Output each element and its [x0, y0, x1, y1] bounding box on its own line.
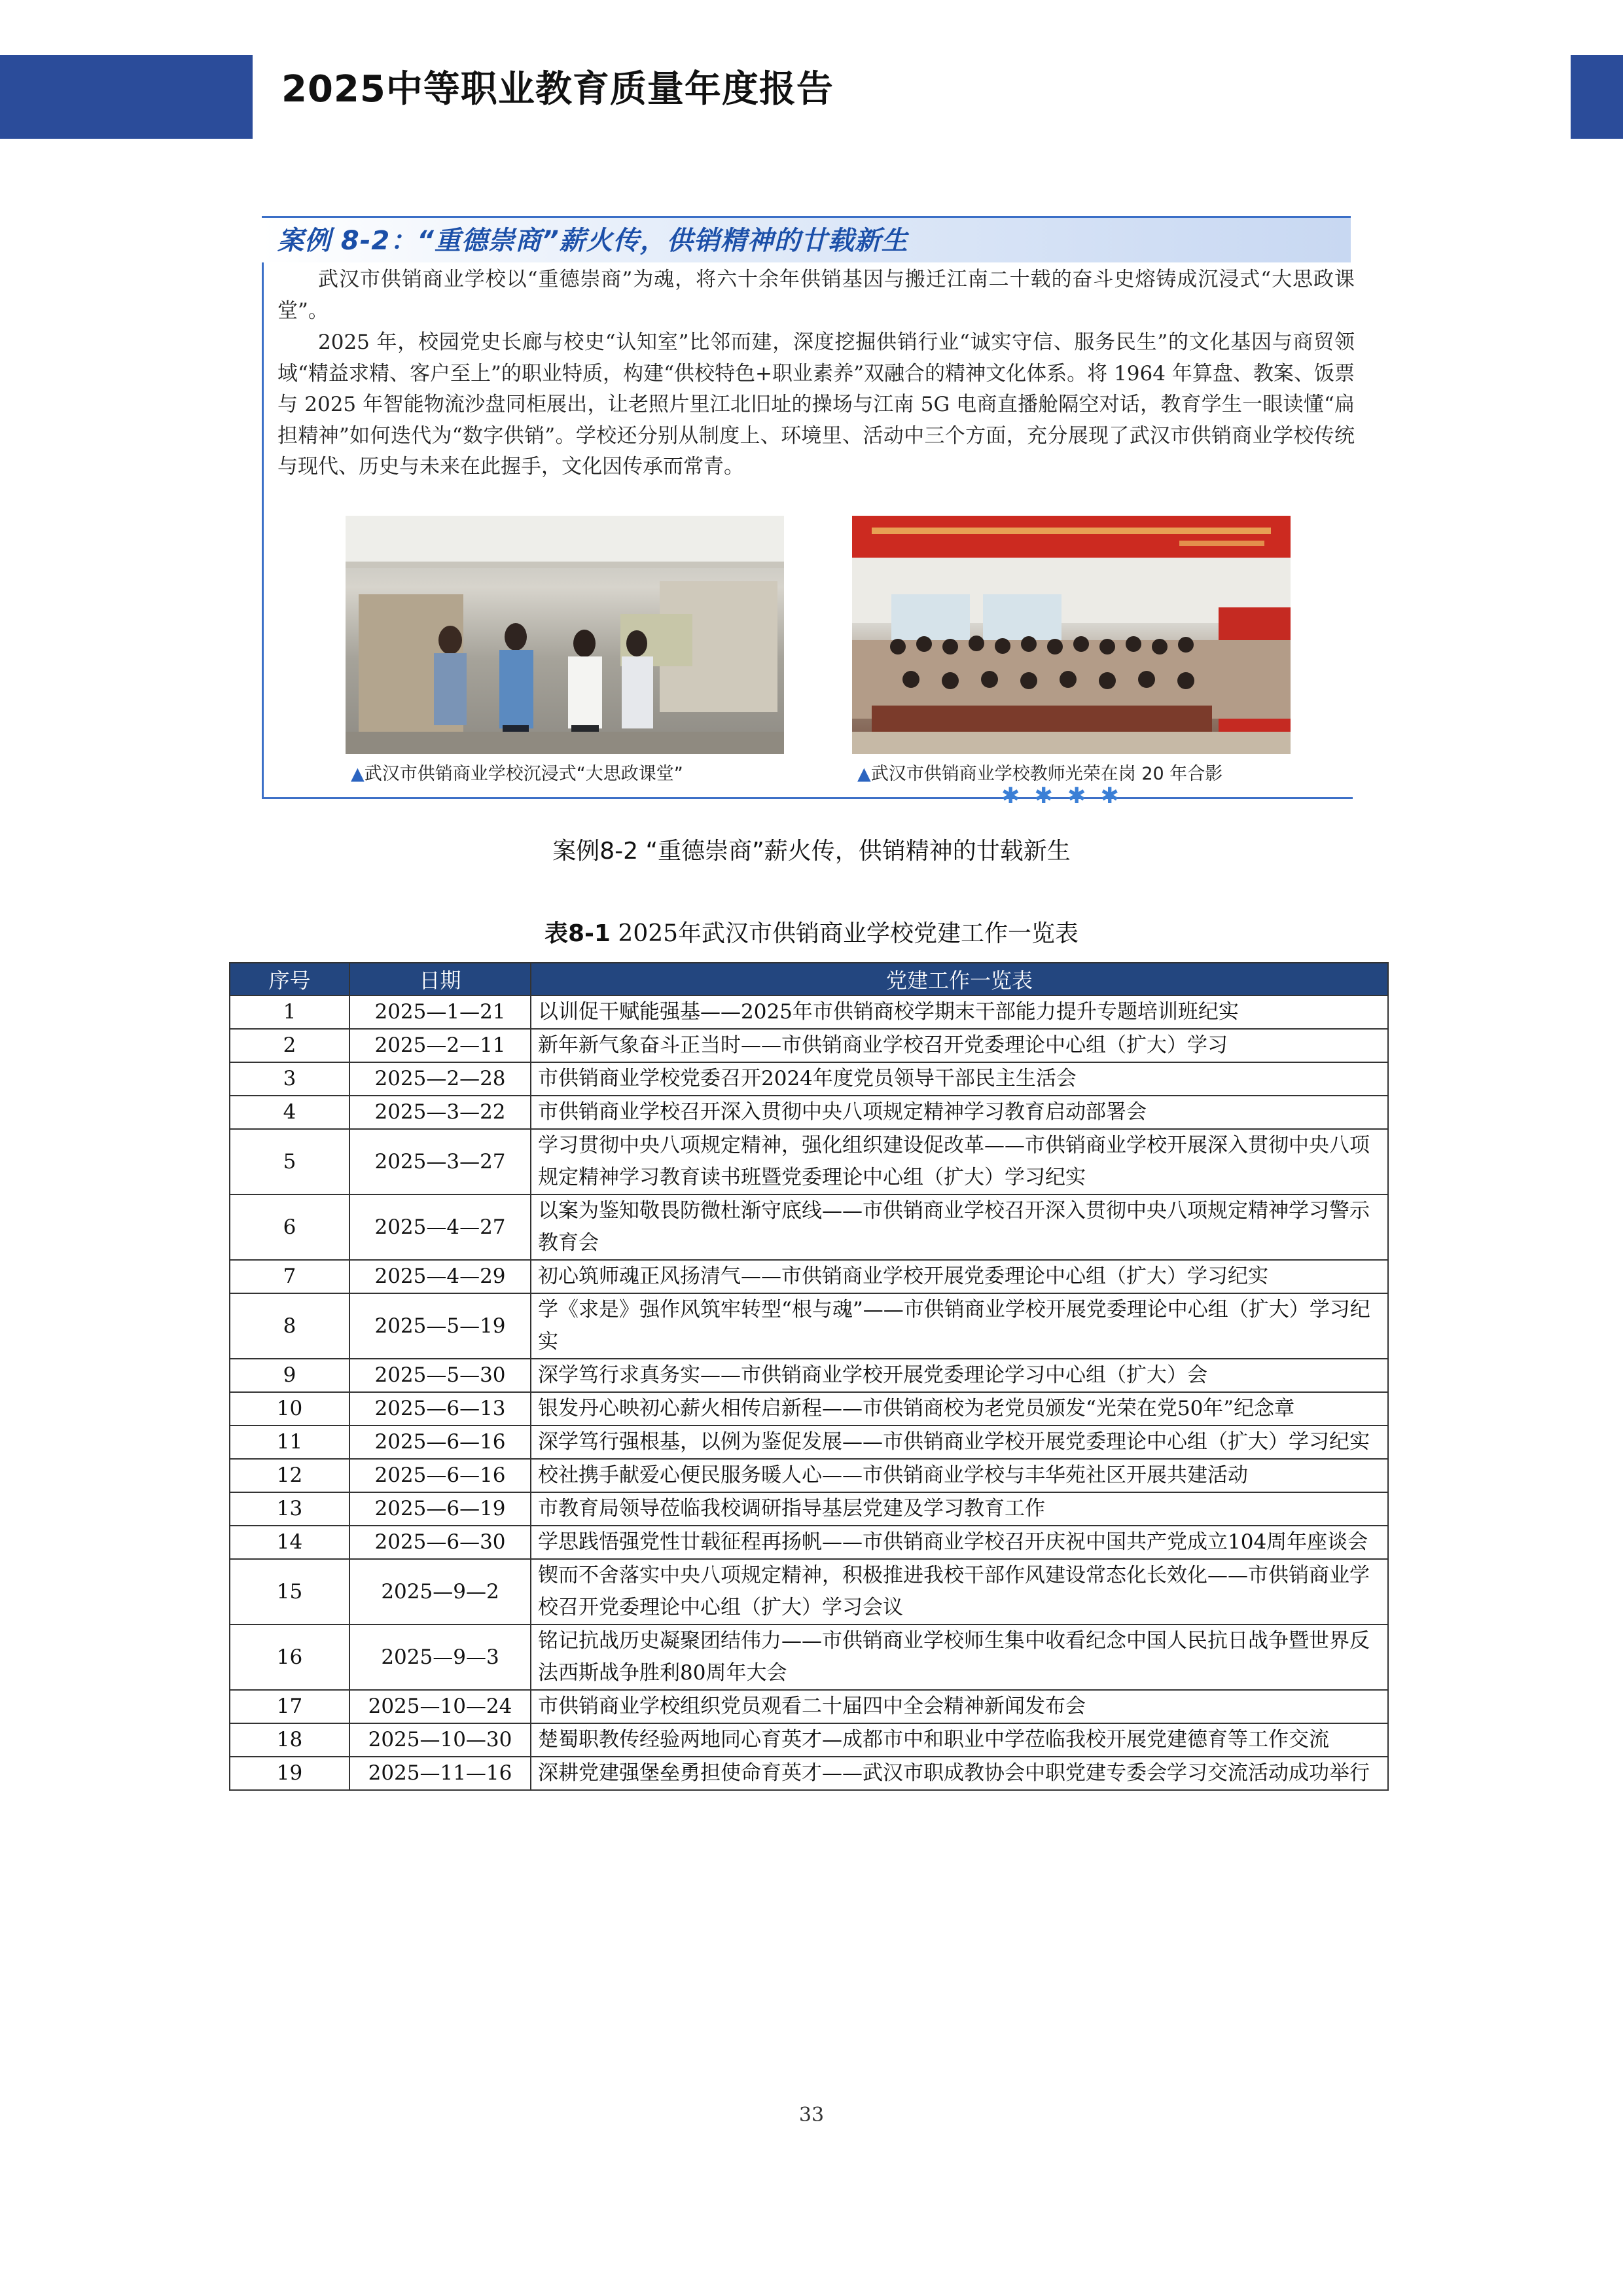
- row-item: 楚蜀职教传经验两地同心育英才—成都市中和职业中学莅临我校开展党建德育等工作交流: [531, 1723, 1388, 1757]
- row-number: 12: [230, 1459, 349, 1492]
- row-item: 学习贯彻中央八项规定精神，强化组织建设促改革——市供销商业学校开展深入贯彻中央八项规定精神学习教育读书班暨党委理论中心组（扩大）学习纪实: [531, 1129, 1388, 1194]
- row-number: 5: [230, 1129, 349, 1194]
- case-title: 案例 8-2：“重德崇商”薪火传，供销精神的廿载新生: [277, 226, 908, 256]
- table-row: [230, 1526, 1388, 1559]
- header-no: 序号: [230, 963, 349, 996]
- row-number: 3: [230, 1062, 349, 1096]
- row-number: 19: [230, 1757, 349, 1790]
- row-date: 2025—10—30: [349, 1723, 531, 1757]
- row-item: 以案为鉴知敬畏防微杜渐守底线——市供销商业学校召开深入贯彻中央八项规定精神学习警示教育会: [531, 1194, 1388, 1260]
- header-date: 日期: [349, 963, 531, 996]
- row-item: 市供销商业学校党委召开2024年度党员领导干部民主生活会: [531, 1062, 1388, 1096]
- row-date: 2025—3—22: [349, 1096, 531, 1129]
- photo-classroom: [346, 516, 784, 754]
- row-number: 11: [230, 1426, 349, 1459]
- row-number: 17: [230, 1690, 349, 1723]
- row-date: 2025—11—16: [349, 1757, 531, 1790]
- photo-caption-1-text: 武汉市供销商业学校沉浸式“大思政课堂”: [364, 764, 683, 784]
- row-item: 学思践悟强党性廿载征程再扬帆——市供销商业学校召开庆祝中国共产党成立104周年座谈会: [531, 1526, 1388, 1559]
- snowflake-decoration: ✱✱✱✱: [1001, 783, 1133, 809]
- figure-caption: 案例8-2 “重德崇商”薪火传，供销精神的廿载新生: [552, 838, 1071, 865]
- row-number: 9: [230, 1359, 349, 1392]
- row-date: 2025—6—19: [349, 1492, 531, 1526]
- table-row: [230, 1392, 1388, 1426]
- table-row: [230, 1293, 1388, 1359]
- table-row: [230, 1723, 1388, 1757]
- page-header-title: 2025中等职业教育质量年度报告: [281, 68, 834, 111]
- row-item: 锲而不舍落实中央八项规定精神，积极推进我校干部作风建设常态化长效化——市供销商业学校召开党委理论中心组（扩大）学习会议: [531, 1559, 1388, 1624]
- row-item: 深耕党建强堡垒勇担使命育英才——武汉市职成教协会中职党建专委会学习交流活动成功举行: [531, 1757, 1388, 1790]
- photo-group: [852, 516, 1291, 754]
- caption-marker: ▲: [857, 764, 871, 784]
- photo-caption-2: [857, 759, 1222, 785]
- case-paragraph-1: 武汉市供销商业学校以“重德崇商”为魂，将六十余年供销基因与搬迁江南二十载的奋斗史熔铸成沉浸式“大思政课堂”。: [277, 268, 1355, 323]
- table-row: [230, 1260, 1388, 1293]
- row-number: 8: [230, 1293, 349, 1359]
- table-header-row: [230, 963, 1388, 996]
- row-date: 2025—6—13: [349, 1392, 531, 1426]
- table-row: [230, 1129, 1388, 1194]
- row-date: 2025—5—19: [349, 1293, 531, 1359]
- table-row: [230, 1194, 1388, 1260]
- row-number: 18: [230, 1723, 349, 1757]
- table-row: [230, 1459, 1388, 1492]
- row-item: 以训促干赋能强基——2025年市供销商校学期末干部能力提升专题培训班纪实: [531, 996, 1388, 1029]
- row-date: 2025—10—24: [349, 1690, 531, 1723]
- row-item: 市教育局领导莅临我校调研指导基层党建及学习教育工作: [531, 1492, 1388, 1526]
- table-row: [230, 1757, 1388, 1790]
- row-date: 2025—6—16: [349, 1426, 531, 1459]
- row-date: 2025—1—21: [349, 996, 531, 1029]
- table-row: [230, 1559, 1388, 1624]
- row-date: 2025—2—28: [349, 1062, 531, 1096]
- row-item: 银发丹心映初心薪火相传启新程——市供销商校为老党员颁发“光荣在党50年”纪念章: [531, 1392, 1388, 1426]
- table-row: [230, 1690, 1388, 1723]
- row-item: 铭记抗战历史凝聚团结伟力——市供销商业学校师生集中收看纪念中国人民抗日战争暨世界反法西斯战争胜利80周年大会: [531, 1624, 1388, 1690]
- row-number: 16: [230, 1624, 349, 1690]
- row-number: 4: [230, 1096, 349, 1129]
- row-date: 2025—5—30: [349, 1359, 531, 1392]
- row-item: 学《求是》强作风筑牢转型“根与魂”——市供销商业学校开展党委理论中心组（扩大）学习纪实: [531, 1293, 1388, 1359]
- party-work-table: [229, 962, 1389, 1791]
- row-item: 初心筑师魂正风扬清气——市供销商业学校开展党委理论中心组（扩大）学习纪实: [531, 1260, 1388, 1293]
- row-number: 2: [230, 1029, 349, 1062]
- table-row: [230, 1062, 1388, 1096]
- table-row: [230, 1492, 1388, 1526]
- row-number: 7: [230, 1260, 349, 1293]
- row-date: 2025—6—30: [349, 1526, 531, 1559]
- header-accent-left: [0, 55, 253, 139]
- table-caption-label: 表8-1: [544, 920, 611, 947]
- case-paragraph-2: 2025 年，校园党史长廊与校史“认知室”比邻而建，深度挖掘供销行业“诚实守信、服务民生”的文化基因与商贸领域“精益求精、客户至上”的职业特质，构建“供校特色+职业素养”双融合的精神文化体系。将 1964 年算盘、教案、饭票与 2025 年智能物流沙盘同柜展出，让老照片里江北旧址的操场与江南 5G 电商直播舱隔空对话，教育学生一眼读懂“扁担精神”如何迭代为“数字供销”。学校还分别从制度上、环境里、活动中三个方面，充分展现了武汉市供销商业学校传统与现代、历史与未来在此握手，文化因传承而常青。: [277, 331, 1355, 478]
- row-item: 校社携手献爱心便民服务暖人心——市供销商业学校与丰华苑社区开展共建活动: [531, 1459, 1388, 1492]
- caption-marker: ▲: [351, 764, 365, 784]
- table-row: [230, 1029, 1388, 1062]
- row-date: 2025—3—27: [349, 1129, 531, 1194]
- table-row: [230, 1096, 1388, 1129]
- photo-caption-2-text: 武汉市供销商业学校教师光荣在岗 20 年合影: [870, 764, 1223, 784]
- header-item: 党建工作一览表: [531, 963, 1388, 996]
- row-number: 15: [230, 1559, 349, 1624]
- table-row: [230, 1359, 1388, 1392]
- row-item: 市供销商业学校召开深入贯彻中央八项规定精神学习教育启动部署会: [531, 1096, 1388, 1129]
- row-date: 2025—9—2: [349, 1559, 531, 1624]
- page-number: 33: [798, 2104, 825, 2126]
- row-number: 6: [230, 1194, 349, 1260]
- row-item: 市供销商业学校组织党员观看二十届四中全会精神新闻发布会: [531, 1690, 1388, 1723]
- table-row: [230, 1426, 1388, 1459]
- table-row: [230, 996, 1388, 1029]
- row-date: 2025—6—16: [349, 1459, 531, 1492]
- row-item: 深学笃行求真务实——市供销商业学校开展党委理论学习中心组（扩大）会: [531, 1359, 1388, 1392]
- row-number: 10: [230, 1392, 349, 1426]
- row-number: 1: [230, 996, 349, 1029]
- row-item: 深学笃行强根基，以例为鉴促发展——市供销商业学校开展党委理论中心组（扩大）学习纪实: [531, 1426, 1388, 1459]
- header-accent-right: [1571, 55, 1623, 139]
- table-caption: [0, 915, 1623, 948]
- row-date: 2025—9—3: [349, 1624, 531, 1690]
- table-caption-text: 2025年武汉市供销商业学校党建工作一览表: [610, 920, 1079, 947]
- photo-caption-1: [351, 759, 683, 785]
- row-number: 13: [230, 1492, 349, 1526]
- row-date: 2025—4—27: [349, 1194, 531, 1260]
- row-item: 新年新气象奋斗正当时——市供销商业学校召开党委理论中心组（扩大）学习: [531, 1029, 1388, 1062]
- row-date: 2025—4—29: [349, 1260, 531, 1293]
- row-number: 14: [230, 1526, 349, 1559]
- row-date: 2025—2—11: [349, 1029, 531, 1062]
- table-row: [230, 1624, 1388, 1690]
